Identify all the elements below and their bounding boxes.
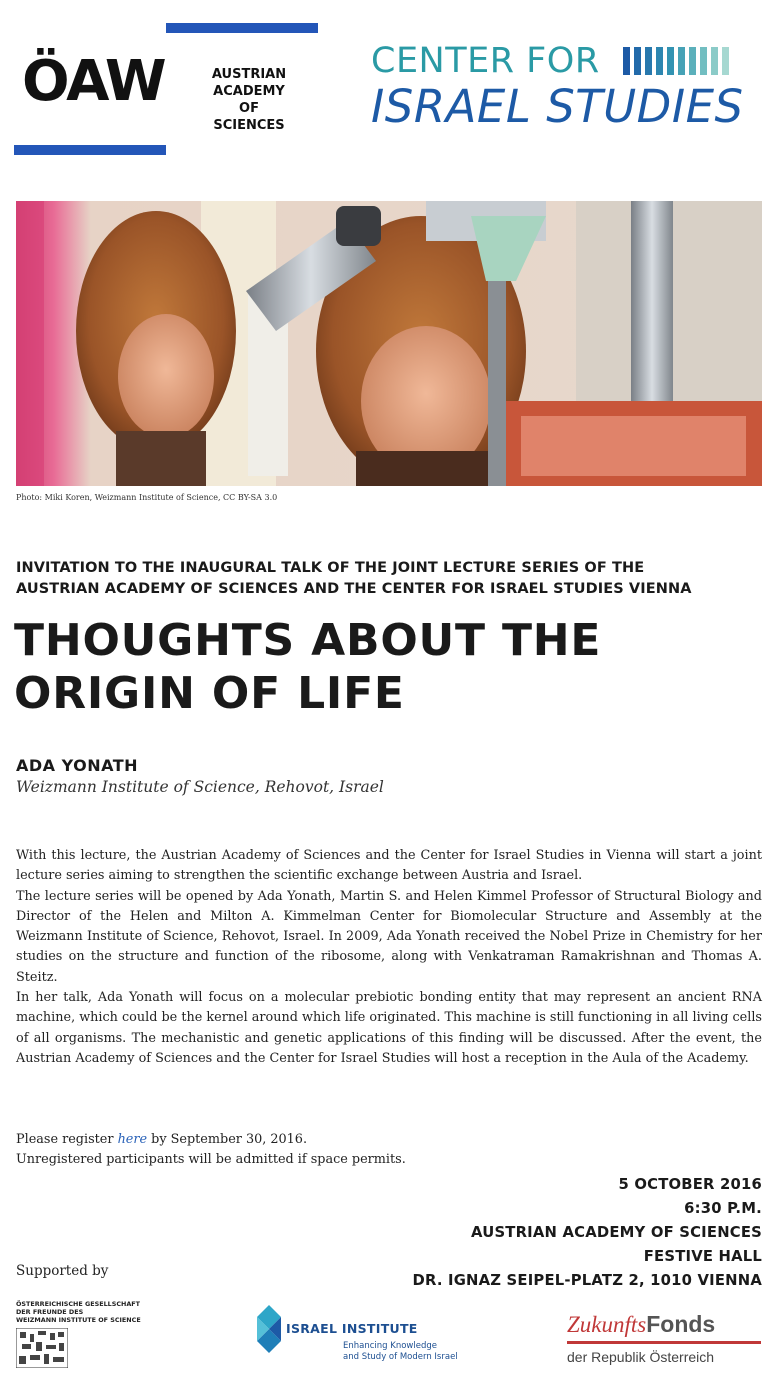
cis-logo-stripes — [623, 47, 729, 75]
zukunftsfonds-subtitle: der Republik Österreich — [567, 1349, 715, 1365]
oaw-name: AUSTRIAN ACADEMY OF SCIENCES — [211, 67, 287, 133]
cis-stripe — [634, 47, 641, 75]
cis-stripe — [689, 47, 696, 75]
event-venue: AUSTRIAN ACADEMY OF SCIENCES — [471, 1224, 762, 1241]
description-paragraph-3: In her talk, Ada Yonath will focus on a molecular prebiotic bonding entity that may represent an ancient RNA machine, which could be the kernel around which life originated. This machine is still functioning in all living cells of all organisms. The mechanistic and genetic applications of this finding will be discussed. After the event, the Austrian Academy of Sciences and the Center for Israel Studies will host a reception in the Aula of the Academy. — [16, 990, 762, 1066]
description-paragraph-1: With this lecture, the Austrian Academy of Sciences and the Center for Israel Studies in Vienna will start a joint lecture series aiming to strengthen the scientific exchange between Austria and Israel. — [16, 848, 762, 884]
israel-institute-tagline: Enhancing Knowledge and Study of Modern Israel — [343, 1341, 458, 1362]
cis-stripe — [656, 47, 663, 75]
registration-info — [16, 1130, 406, 1171]
cis-stripe — [667, 47, 674, 75]
cis-stripe — [645, 47, 652, 75]
speaker-affiliation: Weizmann Institute of Science, Rehovot, Israel — [16, 778, 384, 796]
lecture-photo — [16, 201, 762, 486]
oaw-logo: ÖAW — [22, 49, 165, 114]
invitation-heading: INVITATION TO THE INAUGURAL TALK OF THE JOINT LECTURE SERIES OF THE AUSTRIAN ACADEMY OF SCIENCES AND THE CENTER FOR ISRAEL STUDIES VIENNA — [16, 560, 692, 597]
speaker-name: ADA YONATH — [16, 756, 139, 775]
seal-graphic — [16, 1328, 68, 1368]
weizmann-seal-icon — [16, 1328, 68, 1368]
zukunftsfonds-logo: ZukunftsFonds — [567, 1311, 716, 1337]
cis-stripe — [722, 47, 729, 75]
register-link[interactable]: here — [117, 1132, 148, 1147]
israel-institute-name: ISRAEL INSTITUTE — [286, 1321, 418, 1336]
supported-by-label: Supported by — [16, 1263, 109, 1279]
registration-note: Unregistered participants will be admitted if space permits. — [16, 1152, 406, 1168]
event-address: DR. IGNAZ SEIPEL-PLATZ 2, 1010 VIENNA — [412, 1272, 762, 1289]
event-hall: FESTIVE HALL — [643, 1248, 762, 1265]
description-paragraph-2: The lecture series will be opened by Ada Yonath, Martin S. and Helen Kimmel Professor of Structural Biology and Director of the Helen and Milton A. Kimmelman Center for Biomolecular Structure and Assembly at the Weizmann Institute of Science, Rehovot, Israel. In 2009, Ada Yonath received the Nobel Prize in Chemistry for her studies on the structure and function of the ribosome, along with Venkatraman Ramakrishnan and Thomas A. Steitz. — [16, 888, 762, 985]
zukunftsfonds-rule — [567, 1341, 761, 1344]
lecture-description — [16, 846, 762, 1069]
oaw-accent-bar-bottom — [14, 145, 166, 155]
weizmann-friends-name: ÖSTERREICHISCHE GESELLSCHAFT DER FREUNDE DES WEIZMANN INSTITUTE OF SCIENCE — [16, 1300, 141, 1324]
event-time: 6:30 P.M. — [684, 1200, 762, 1217]
cis-stripe — [700, 47, 707, 75]
event-details — [412, 1173, 762, 1293]
oaw-accent-bar-top — [166, 23, 318, 33]
cis-logo-line2: ISRAEL STUDIES — [371, 80, 744, 133]
cis-stripe — [678, 47, 685, 75]
event-date: 5 OCTOBER 2016 — [618, 1176, 762, 1193]
cis-stripe — [623, 47, 630, 75]
registration-line: Please register here by September 30, 2016. — [16, 1132, 308, 1147]
photo-caption: Photo: Miki Koren, Weizmann Institute of Science, CC BY-SA 3.0 — [16, 493, 278, 502]
cis-stripe — [711, 47, 718, 75]
cis-logo-line1: CENTER FOR — [371, 41, 600, 81]
lecture-title: THOUGHTS ABOUT THE ORIGIN OF LIFE — [14, 615, 602, 719]
photo-illustration — [16, 201, 762, 486]
